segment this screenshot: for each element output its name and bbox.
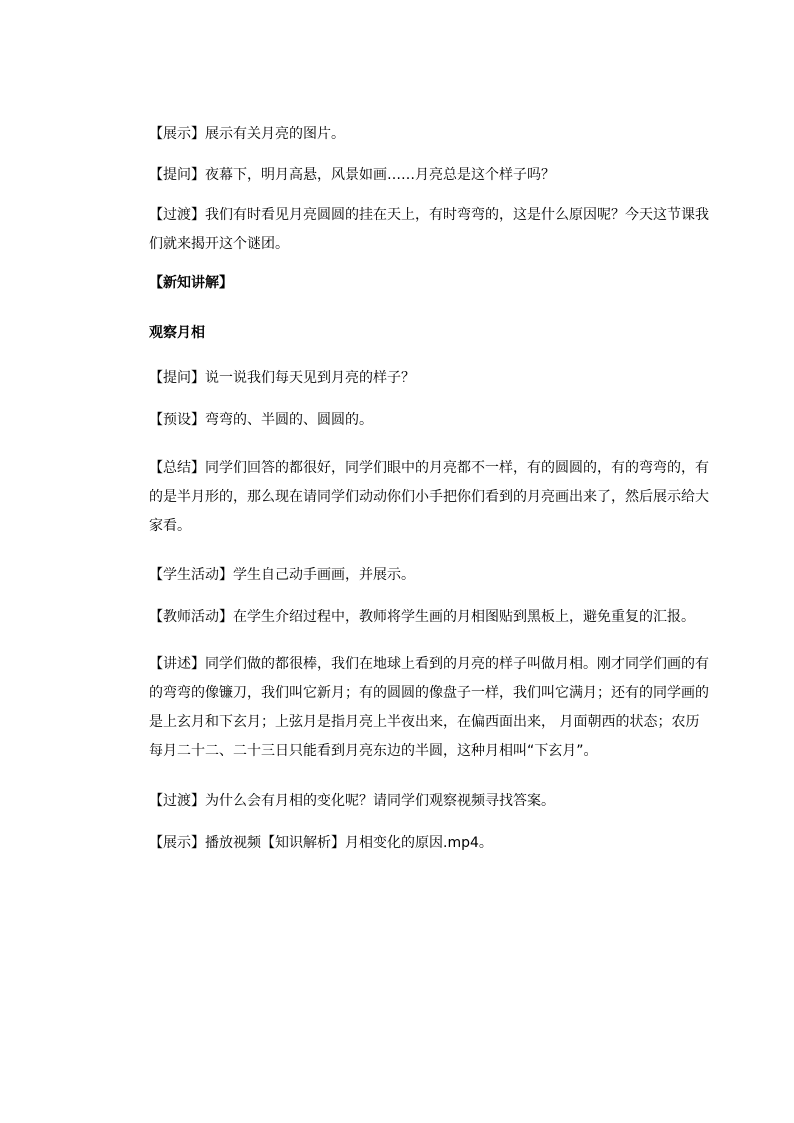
- paragraph-transition-reason: 【过渡】我们有时看见月亮圆圆的挂在天上，有时弯弯的，这是什么原因呢？今天这节课我们就来揭开这个谜团。: [149, 207, 709, 252]
- paragraph-show-pictures: 【展示】展示有关月亮的图片。: [149, 126, 345, 142]
- paragraph-preset-answers: 【预设】弯弯的、半圆的、圆圆的。: [149, 412, 373, 428]
- paragraph-explanation: 【讲述】同学们做的都很棒，我们在地球上看到的月亮的样子叫做月相。刚才同学们画的有的弯弯的像镰刀，我们叫它新月；有的圆圆的像盘子一样，我们叫它满月；还有的同学画的是上玄月和下玄月；上弦月是指月亮上半夜出来，在偏西面出来， 月面朝西的状态；农历每月二十二、二十三日只能看到月亮东边的半圆，这种月相叫“下玄月”。: [149, 656, 709, 759]
- paragraph-question-daily-moon: 【提问】说一说我们每天见到月亮的样子？: [149, 370, 415, 386]
- paragraph-student-activity: 【学生活动】学生自己动手画画，并展示。: [149, 567, 415, 583]
- paragraph-teacher-activity: 【教师活动】在学生介绍过程中，教师将学生画的月相图贴到黑板上，避免重复的汇报。: [149, 609, 695, 625]
- heading-new-knowledge: 【新知讲解】: [149, 275, 233, 291]
- paragraph-summary: 【总结】同学们回答的都很好，同学们眼中的月亮都不一样，有的圆圆的，有的弯弯的，有的是半月形的，那么现在请同学们动动你们小手把你们看到的月亮画出来了，然后展示给大家看。: [149, 460, 709, 534]
- paragraph-transition-video: 【过渡】为什么会有月相的变化呢？请同学们观察视频寻找答案。: [149, 793, 555, 809]
- paragraph-show-video: 【展示】播放视频【知识解析】月相变化的原因.mp4。: [149, 835, 493, 851]
- heading-observe-moon-phase: 观察月相: [149, 325, 205, 341]
- paragraph-question-moon: 【提问】夜幕下，明月高悬，风景如画……月亮总是这个样子吗？: [149, 167, 555, 183]
